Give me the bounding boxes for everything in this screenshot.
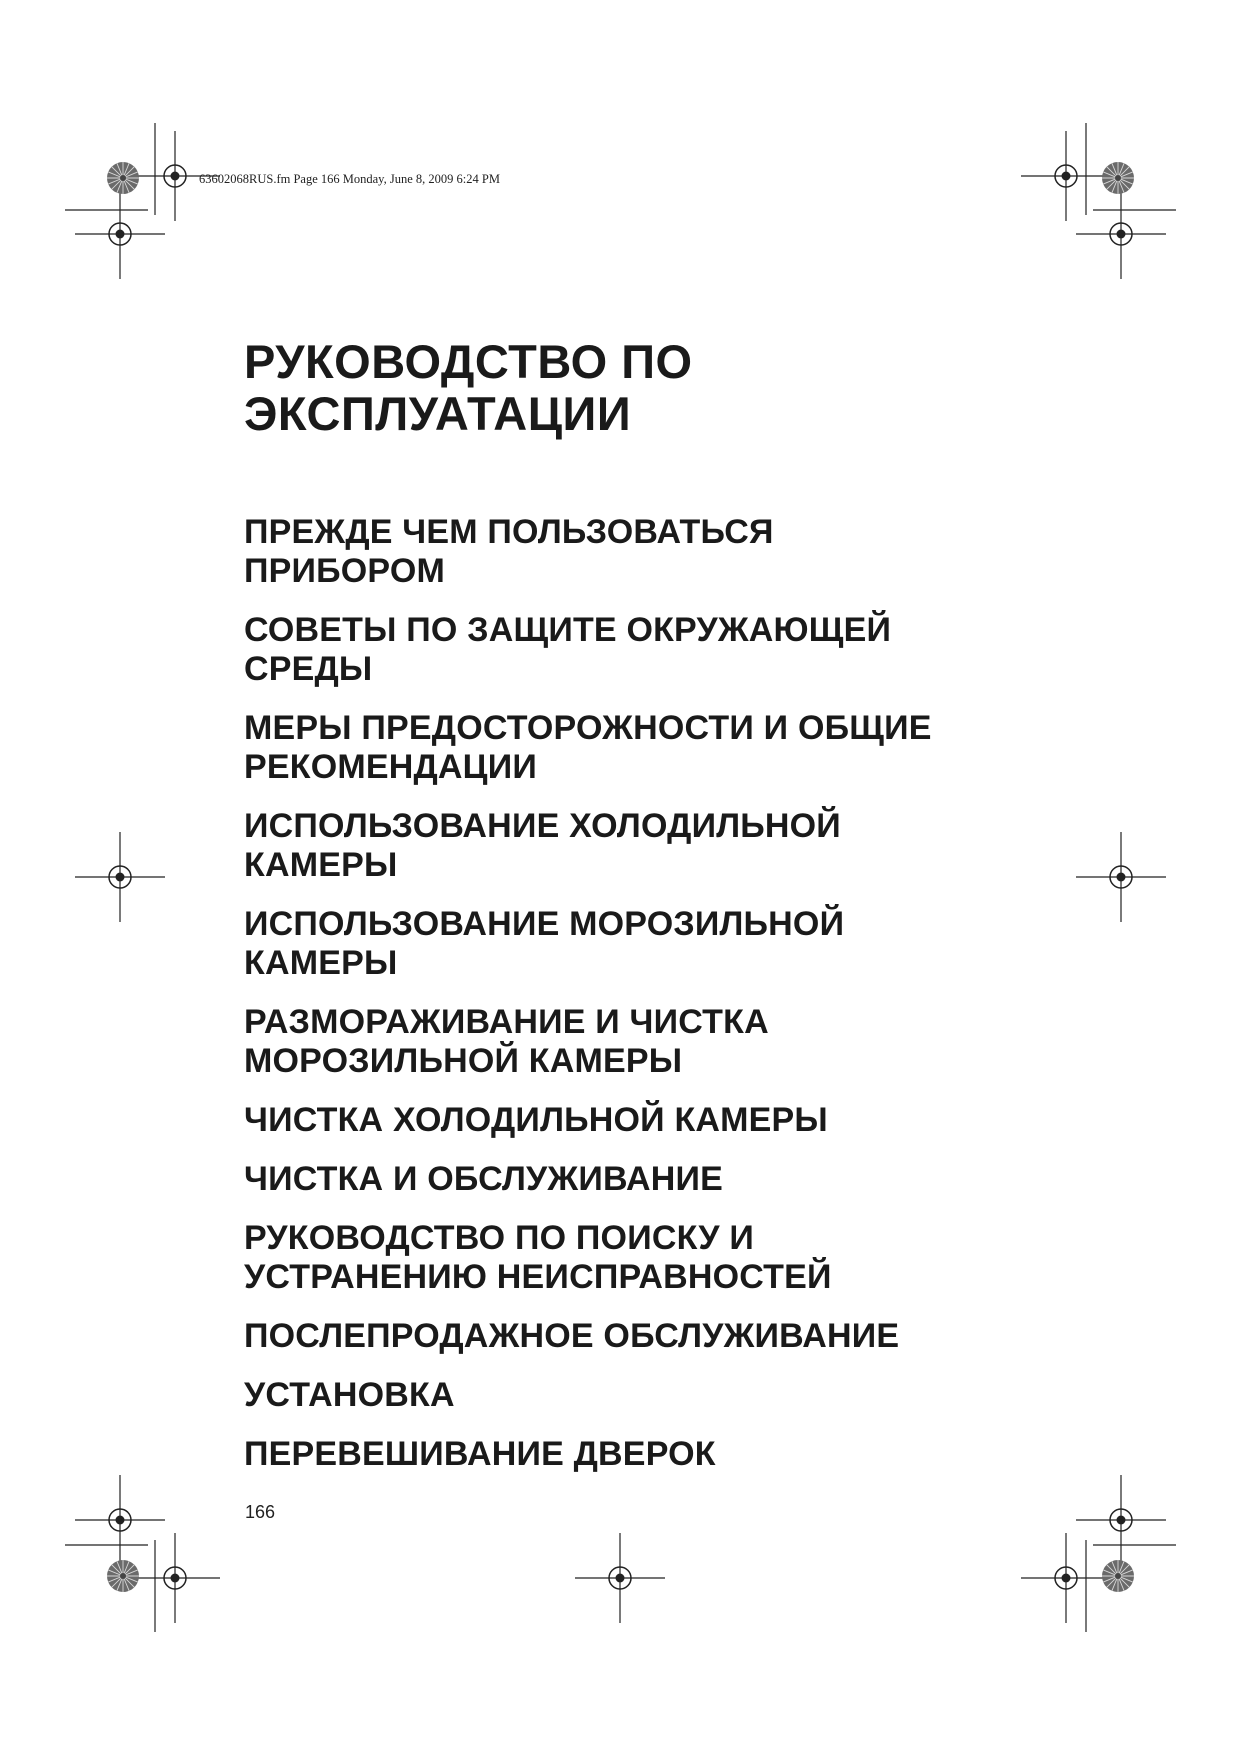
toc-item: [244, 807, 1124, 885]
toc-item: [244, 1435, 1124, 1474]
file-info-header: 63602068RUS.fm Page 166 Monday, June 8, 2009 6:24 PM: [199, 172, 500, 186]
toc-item: [244, 611, 1124, 689]
toc-item-line: КАМЕРЫ: [244, 944, 398, 982]
toc-item: [244, 1101, 1124, 1140]
toc-item-line: РАЗМОРАЖИВАНИЕ И ЧИСТКА: [244, 1003, 769, 1041]
toc-item: [244, 1317, 1124, 1356]
toc-item-line: ПРИБОРОМ: [244, 552, 446, 590]
toc-item: [244, 1160, 1124, 1199]
toc-item-line: СРЕДЫ: [244, 650, 373, 688]
page-title-line: РУКОВОДСТВО ПО: [244, 335, 693, 388]
toc-item-line: ПЕРЕВЕШИВАНИЕ ДВЕРОК: [244, 1435, 716, 1473]
toc-item-line: СОВЕТЫ ПО ЗАЩИТЕ ОКРУЖАЮЩЕЙ: [244, 611, 892, 649]
toc-item-line: РЕКОМЕНДАЦИИ: [244, 748, 537, 786]
toc-item: [244, 1376, 1124, 1415]
toc-item-line: УСТАНОВКА: [244, 1376, 455, 1414]
toc-item-line: МОРОЗИЛЬНОЙ КАМЕРЫ: [244, 1042, 683, 1080]
toc-item-line: ПОСЛЕПРОДАЖНОЕ ОБСЛУЖИВАНИЕ: [244, 1317, 900, 1355]
toc-item-line: ЧИСТКА ХОЛОДИЛЬНОЙ КАМЕРЫ: [244, 1101, 828, 1139]
toc-item-line: УСТРАНЕНИЮ НЕИСПРАВНОСТЕЙ: [244, 1258, 832, 1296]
toc-item: [244, 709, 1124, 787]
toc-item-line: РУКОВОДСТВО ПО ПОИСКУ И: [244, 1219, 755, 1257]
toc-item-line: ИСПОЛЬЗОВАНИЕ ХОЛОДИЛЬНОЙ: [244, 807, 841, 845]
toc-item: [244, 905, 1124, 983]
page-number: 166: [245, 1502, 276, 1522]
toc-item-line: ЧИСТКА И ОБСЛУЖИВАНИЕ: [244, 1160, 724, 1198]
table-of-contents: [244, 513, 1124, 1494]
toc-item-line: ИСПОЛЬЗОВАНИЕ МОРОЗИЛЬНОЙ: [244, 905, 845, 943]
toc-item-line: ПРЕЖДЕ ЧЕМ ПОЛЬЗОВАТЬСЯ: [244, 513, 774, 551]
toc-item: [244, 513, 1124, 591]
toc-item-line: КАМЕРЫ: [244, 846, 398, 884]
toc-item: [244, 1219, 1124, 1297]
page-title-line: ЭКСПЛУАТАЦИИ: [244, 387, 632, 440]
toc-item: [244, 1003, 1124, 1081]
page-title: [244, 336, 693, 440]
toc-item-line: МЕРЫ ПРЕДОСТОРОЖНОСТИ И ОБЩИЕ: [244, 709, 932, 747]
